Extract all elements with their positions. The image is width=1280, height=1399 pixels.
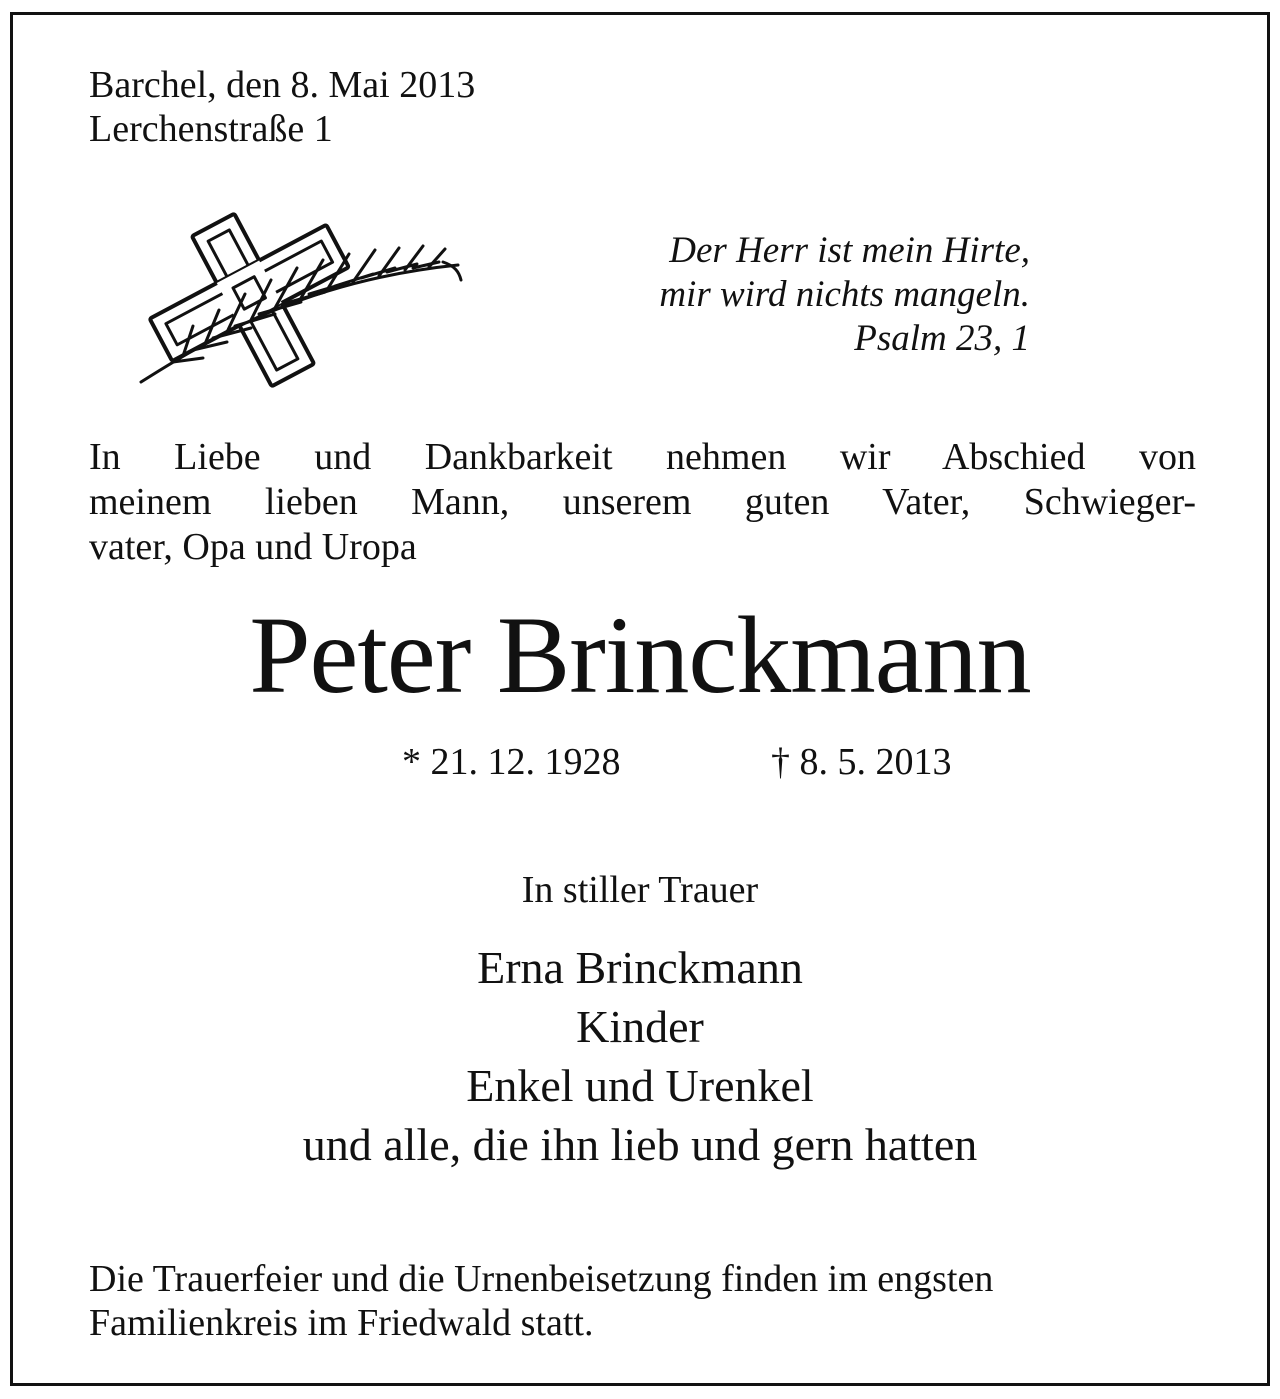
intro-line-2: meinem lieben Mann, unserem guten Vater, Schwieger- <box>89 481 1196 523</box>
intro-text <box>89 435 1196 570</box>
mourner-line-3: Enkel und Urenkel <box>466 1060 814 1111</box>
deceased-name: Peter Brinckmann <box>249 594 1031 716</box>
place-and-address <box>89 63 475 151</box>
mourner-line-4: und alle, die ihn lieb und gern hatten <box>302 1119 978 1170</box>
intro-line-1: In Liebe und Dankbarkeit nehmen wir Abschied von <box>89 436 1196 478</box>
mourning-heading: In stiller Trauer <box>521 869 759 911</box>
mourner-line-1: Erna Brinckmann <box>477 942 803 993</box>
funeral-note-line-1: Die Trauerfeier und die Urnenbeisetzung finden im engsten <box>89 1258 994 1300</box>
funeral-note <box>89 1257 1209 1345</box>
obituary-notice <box>10 12 1270 1386</box>
address: Lerchenstraße 1 <box>89 108 333 150</box>
verse-source: Psalm 23, 1 <box>854 318 1030 359</box>
place-date: Barchel, den 8. Mai 2013 <box>89 64 476 106</box>
mourners-list <box>13 938 1267 1174</box>
intro-line-3: vater, Opa und Uropa <box>89 526 417 568</box>
bible-verse <box>453 229 1030 361</box>
verse-line-1: Der Herr ist mein Hirte, <box>669 230 1030 271</box>
cross-with-palm-branch-icon <box>113 210 473 390</box>
funeral-note-line-2: Familienkreis im Friedwald statt. <box>89 1302 594 1344</box>
death-date: † 8. 5. 2013 <box>771 741 952 783</box>
verse-line-2: mir wird nichts mangeln. <box>659 274 1030 315</box>
birth-date: * 21. 12. 1928 <box>402 741 621 783</box>
mourner-line-2: Kinder <box>576 1001 704 1052</box>
